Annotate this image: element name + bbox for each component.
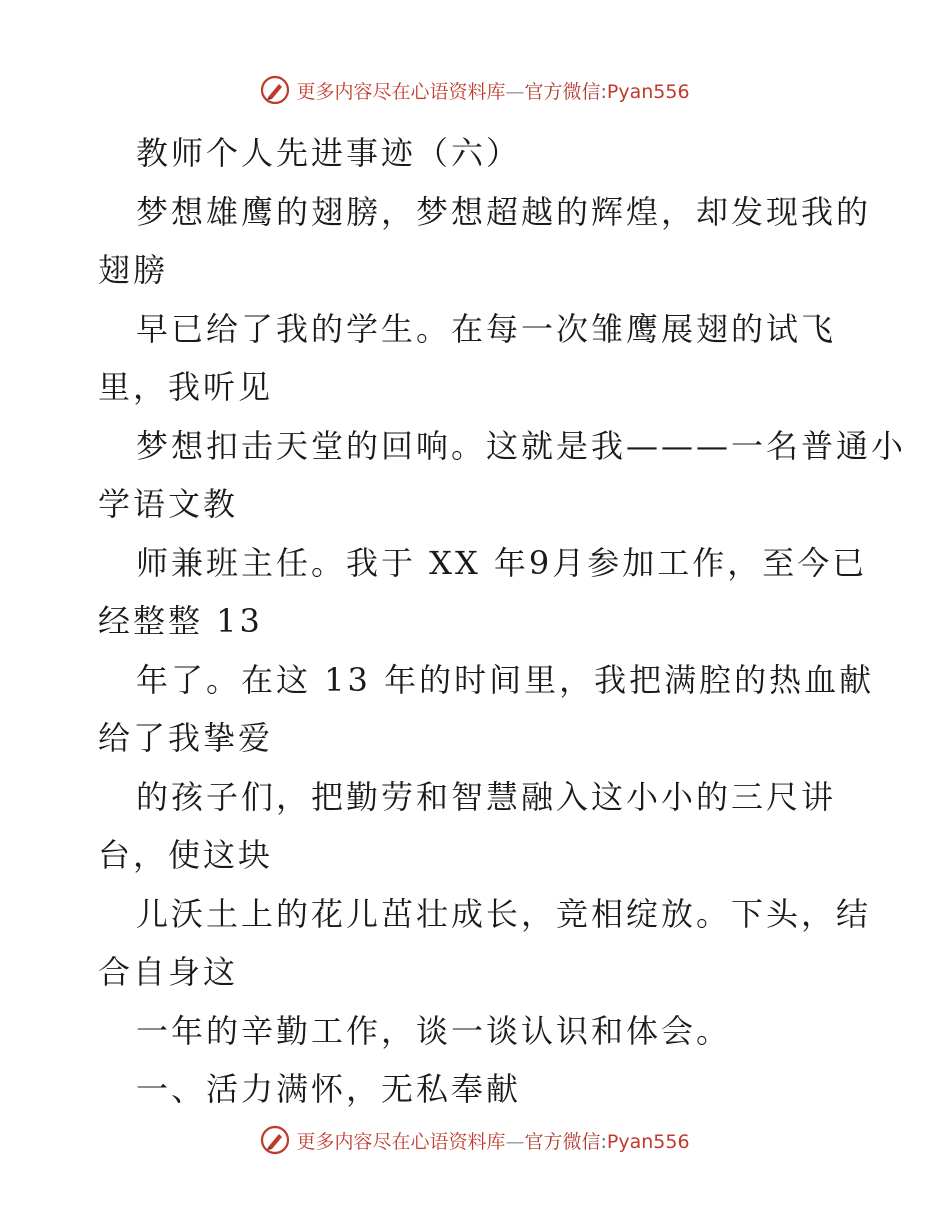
banner-dash: — xyxy=(505,1130,525,1153)
text-line: 儿沃土上的花儿茁壮成长，竞相绽放。下头，结 xyxy=(136,894,872,933)
banner-wechat-id: Pyan556 xyxy=(606,1130,690,1153)
text-line: 合自身这 xyxy=(98,953,239,991)
header-banner xyxy=(0,70,950,110)
banner-text xyxy=(296,1127,689,1154)
banner-text xyxy=(296,77,689,104)
footer-banner xyxy=(0,1120,950,1160)
banner-dash: — xyxy=(505,80,525,103)
document-body xyxy=(98,124,907,1119)
text-line: 梦想扣击天堂的回响。这就是我———一名普通小 xyxy=(136,426,907,465)
text-line: 给了我挚爱 xyxy=(98,719,274,757)
text-line: 学语文教 xyxy=(98,485,239,523)
text-line: 台，使这块 xyxy=(98,836,274,874)
text-line: 里，我听见 xyxy=(98,368,274,406)
text-line: 经整整 13 xyxy=(98,602,263,640)
banner-wechat-label: 官方微信 xyxy=(524,1130,601,1153)
text-line: 师兼班主任。我于 XX 年9月参加工作，至今已 xyxy=(136,543,868,582)
text-line: 一年的辛勤工作，谈一谈认识和体会。 xyxy=(136,1011,732,1050)
banner-brand: 更多内容尽在心语资料库 xyxy=(296,80,506,103)
text-line: 的孩子们，把勤劳和智慧融入这小小的三尺讲 xyxy=(136,777,837,816)
pen-logo-icon xyxy=(260,75,290,105)
text-line: 年了。在这 13 年的时间里，我把满腔的热血献 xyxy=(136,660,875,699)
banner-wechat-id: Pyan556 xyxy=(606,80,690,103)
text-line: 一、活力满怀，无私奉献 xyxy=(136,1070,522,1108)
text-line: 梦想雄鹰的翅膀，梦想超越的辉煌，却发现我的 xyxy=(136,192,872,231)
banner-wechat-label: 官方微信 xyxy=(524,80,601,103)
banner-separator: : xyxy=(600,1130,607,1153)
text-line: 翅膀 xyxy=(98,251,169,289)
text-line: 教师个人先进事迹（六） xyxy=(136,134,522,172)
text-line: 早已给了我的学生。在每一次雏鹰展翅的试飞 xyxy=(136,309,837,348)
banner-brand: 更多内容尽在心语资料库 xyxy=(296,1130,506,1153)
pen-logo-icon xyxy=(260,1125,290,1155)
banner-separator: : xyxy=(600,80,607,103)
